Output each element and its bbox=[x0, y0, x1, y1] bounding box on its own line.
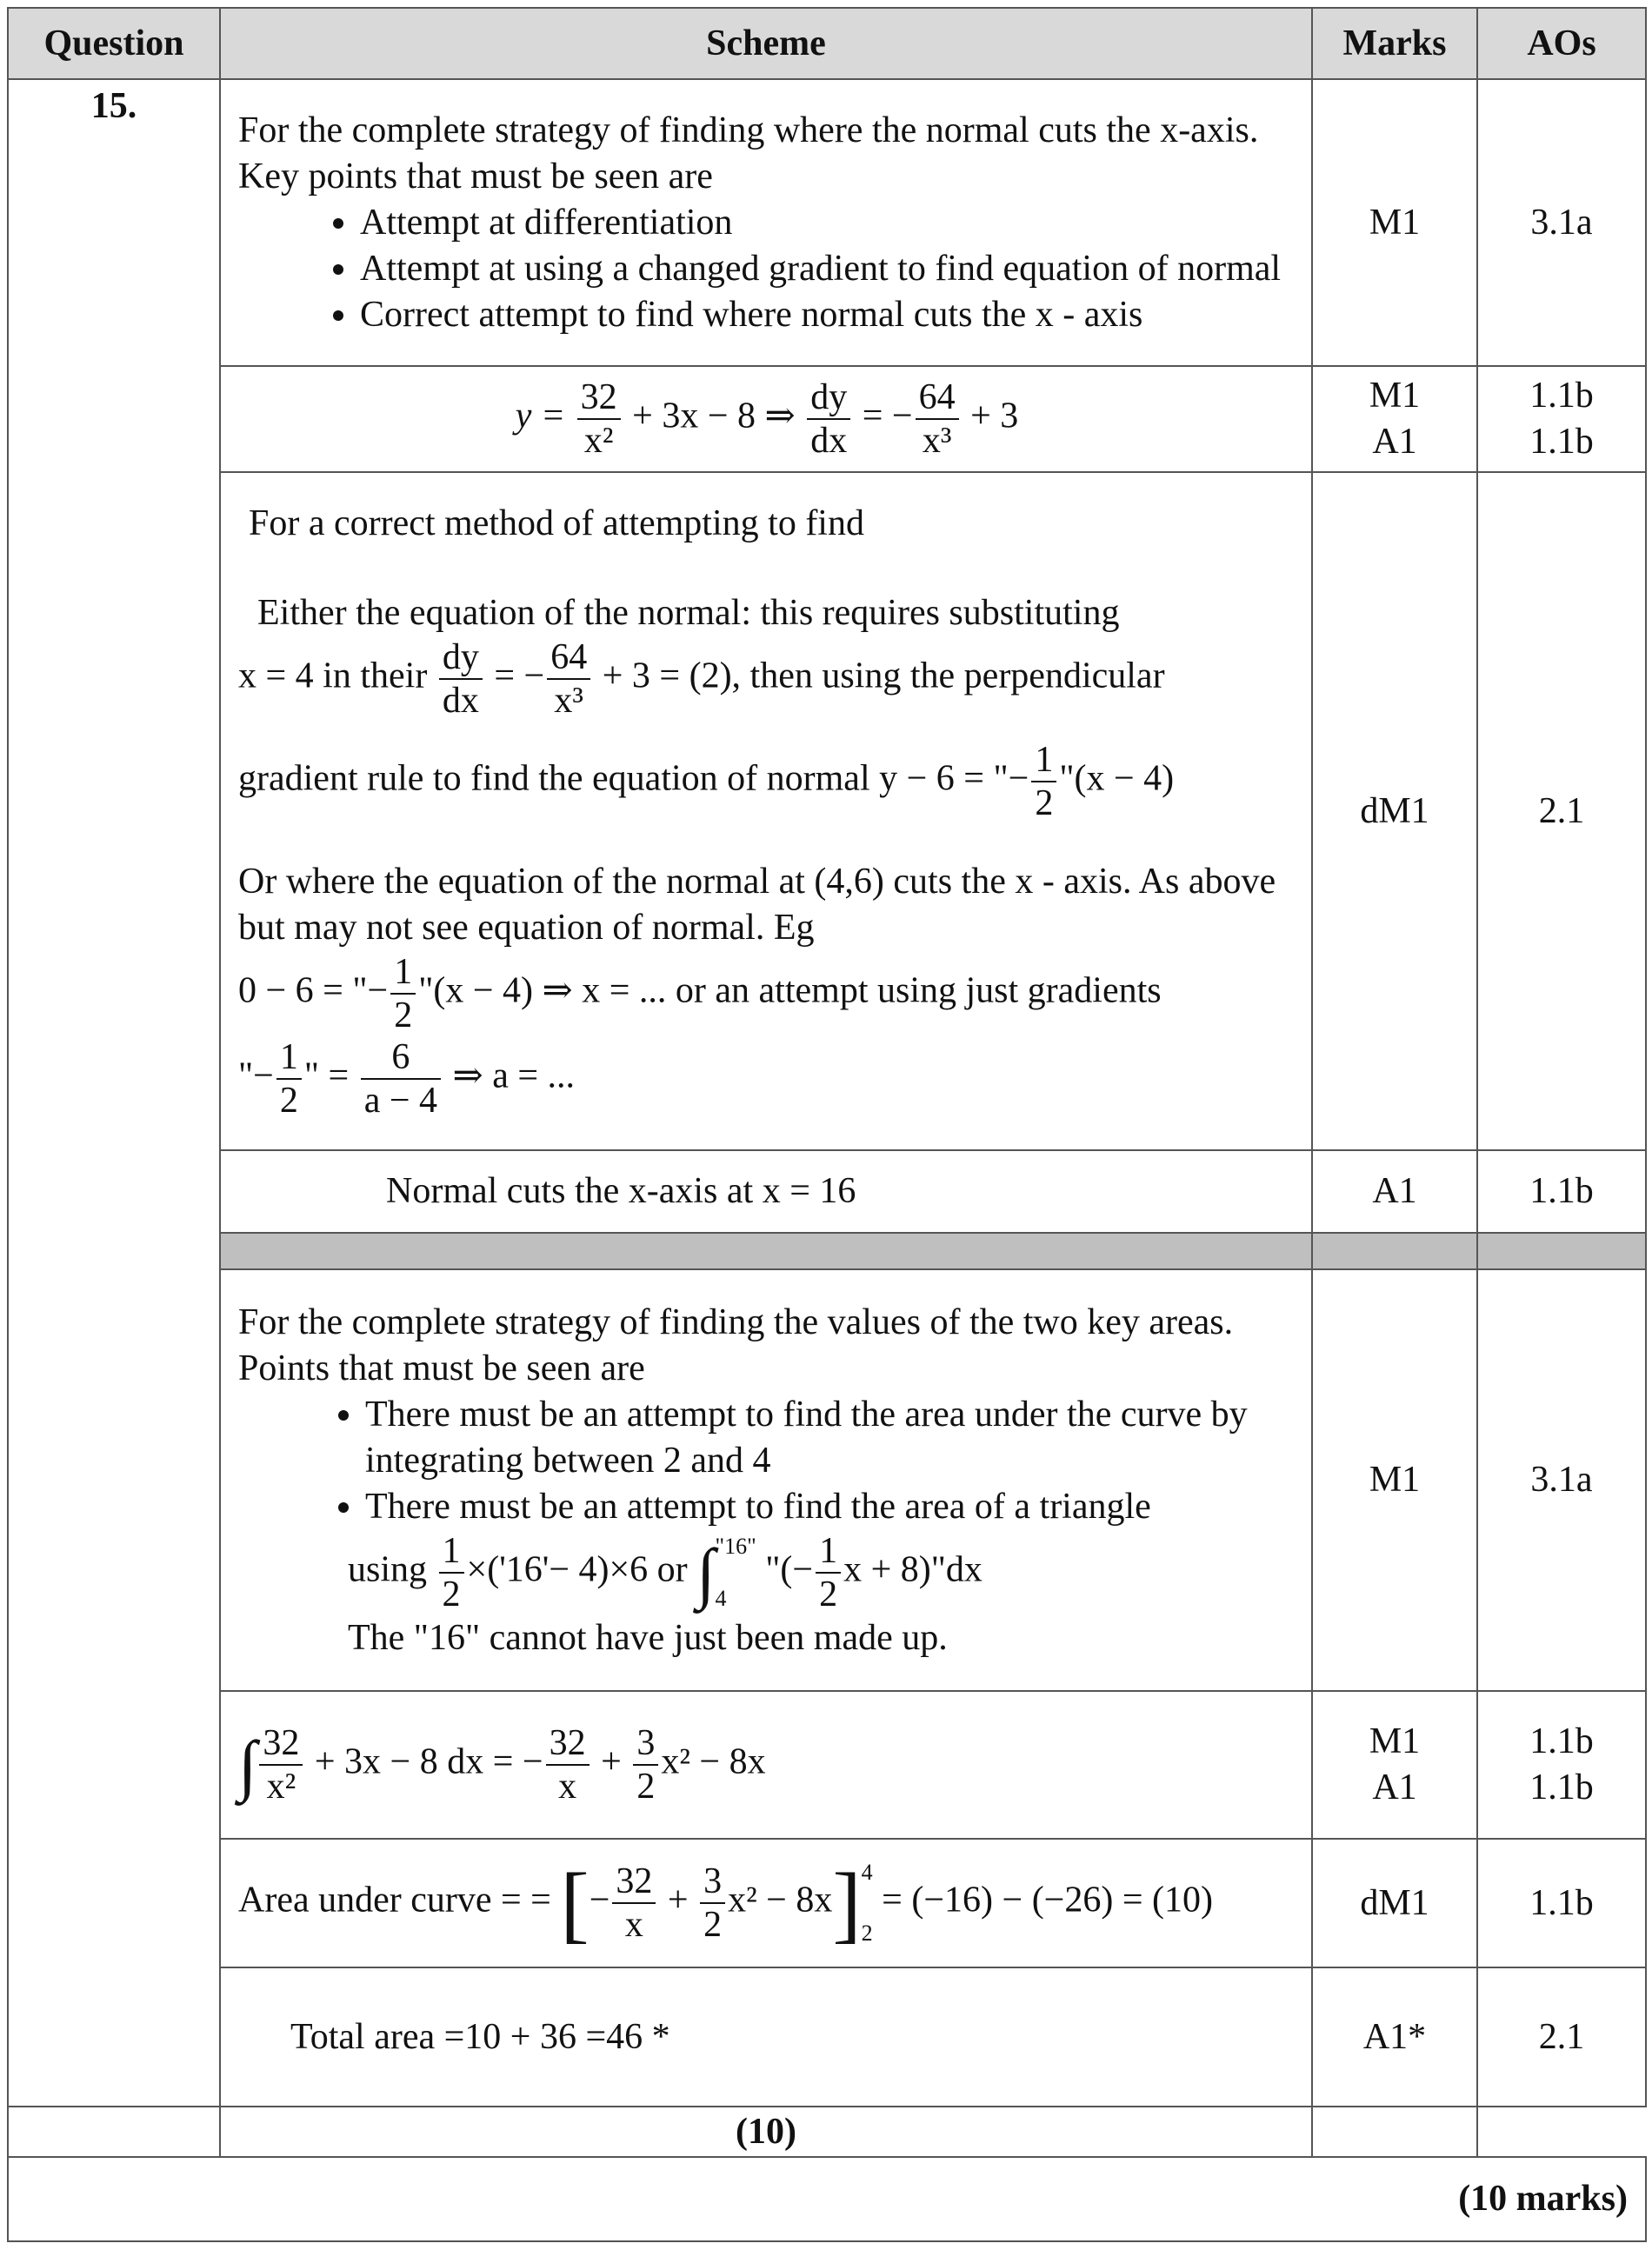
numerator: 3 bbox=[633, 1722, 658, 1766]
scheme-row bbox=[8, 1691, 1646, 1839]
denominator: 2 bbox=[279, 1081, 298, 1121]
expr-text: "(− bbox=[756, 1549, 814, 1590]
numerator: 1 bbox=[439, 1530, 464, 1574]
integral-limits bbox=[716, 1534, 756, 1612]
scheme-row bbox=[8, 2107, 1646, 2157]
mark-cell: dM1 bbox=[1312, 1839, 1477, 1967]
fraction bbox=[361, 1036, 441, 1122]
scheme-line bbox=[238, 951, 1296, 1036]
strategy-intro: For the complete strategy of finding where the normal cuts the x-axis. Key points that must be seen are bbox=[238, 110, 1259, 196]
scheme-cell bbox=[220, 79, 1312, 366]
total-area: Total area =10 + 36 =46 * bbox=[220, 1967, 1312, 2107]
mark-cell: A1* bbox=[1312, 1967, 1477, 2107]
expr-text: 0 − 6 = "− bbox=[238, 970, 389, 1011]
lower-limit: 2 bbox=[861, 1920, 873, 1946]
bullet-item: • Attempt at differentiation bbox=[360, 200, 1296, 246]
bullet-item: • There must be an attempt to find the area of a triangle bbox=[365, 1484, 1296, 1530]
denominator: x bbox=[558, 1767, 577, 1807]
bracket: [ bbox=[560, 1854, 590, 1952]
header-question: Question bbox=[8, 8, 220, 79]
scheme-line: Or where the equation of the normal at (4,6) cuts the x - axis. As above but may not see equation of normal. Eg bbox=[238, 862, 1276, 948]
denominator: a − 4 bbox=[363, 1081, 438, 1121]
mark-value: A1 bbox=[1372, 422, 1417, 462]
numerator: dy bbox=[807, 376, 850, 420]
expr-text: using bbox=[348, 1549, 436, 1590]
mark-scheme-table bbox=[7, 7, 1647, 2242]
expr-text: + 3x − 8 ⇒ bbox=[623, 396, 805, 436]
expr-text: + 3 = (2), then using the perpendicular bbox=[593, 656, 1165, 696]
scheme-row bbox=[8, 472, 1646, 1150]
scheme-line: Either the equation of the normal: this requires substituting bbox=[257, 593, 1120, 633]
numerator: 64 bbox=[547, 636, 590, 680]
scheme-row bbox=[8, 1150, 1646, 1233]
scheme-row bbox=[8, 1269, 1646, 1691]
ao-cell: 2.1 bbox=[1477, 1967, 1646, 2107]
mark-cell: A1 bbox=[1312, 1150, 1477, 1233]
fraction bbox=[390, 951, 416, 1036]
expr-text: + 3 bbox=[961, 396, 1019, 436]
expr-text: " = bbox=[303, 1055, 358, 1096]
fraction bbox=[259, 1722, 303, 1807]
ao-cell: 3.1a bbox=[1477, 79, 1646, 366]
expr-text: + bbox=[658, 1880, 698, 1920]
total-row bbox=[8, 2157, 1646, 2241]
denominator: x² bbox=[583, 421, 614, 461]
fraction bbox=[700, 1861, 725, 1946]
numerator: 1 bbox=[276, 1036, 302, 1080]
expr-text: y = bbox=[515, 396, 575, 436]
header-marks: Marks bbox=[1312, 8, 1477, 79]
scheme-cell: Normal cuts the x-axis at x = 16 bbox=[220, 1150, 1312, 1233]
expr-text: Area under curve = = bbox=[238, 1880, 561, 1920]
fraction bbox=[547, 636, 590, 722]
denominator: dx bbox=[442, 681, 479, 721]
mark-cell bbox=[1312, 1691, 1477, 1839]
upper-limit: "16" bbox=[715, 1533, 756, 1559]
fraction bbox=[916, 376, 959, 462]
scheme-line bbox=[238, 739, 1296, 824]
header-scheme: Scheme bbox=[220, 8, 1312, 79]
scheme-line bbox=[238, 1036, 1296, 1122]
ao-cell: 1.1b bbox=[1477, 1150, 1646, 1233]
scheme-line bbox=[238, 1530, 1296, 1615]
expr-text: − bbox=[589, 1880, 610, 1920]
ao-cell: 3.1a bbox=[1477, 1269, 1646, 1691]
denominator: x³ bbox=[922, 421, 952, 461]
total-marks: (10 marks) bbox=[8, 2157, 1646, 2241]
numerator: 1 bbox=[1031, 739, 1056, 782]
bullet-list bbox=[238, 1392, 1296, 1530]
ao-cell bbox=[1477, 366, 1646, 472]
expr-text: x = 4 in their bbox=[238, 656, 436, 696]
expr-text: = − bbox=[484, 656, 545, 696]
expr-text: x² − 8x bbox=[661, 1741, 766, 1782]
expr-text: "− bbox=[238, 1055, 274, 1096]
expr-text: ×('16'− 4)×6 or bbox=[466, 1549, 697, 1590]
numerator: 6 bbox=[361, 1036, 441, 1080]
numerator: 1 bbox=[816, 1530, 841, 1574]
denominator: 2 bbox=[1035, 783, 1054, 823]
numerator: 32 bbox=[577, 376, 621, 420]
scheme-row bbox=[8, 1967, 1646, 2107]
mark-value: A1 bbox=[1372, 1767, 1417, 1807]
subtotal-marks: (10) bbox=[220, 2107, 1312, 2157]
fraction bbox=[276, 1036, 302, 1122]
denominator: x bbox=[624, 1905, 643, 1945]
ao-cell: 2.1 bbox=[1477, 472, 1646, 1150]
denominator: x³ bbox=[554, 681, 583, 721]
bullet-list bbox=[238, 200, 1296, 338]
scheme-line: The "16" cannot have just been made up. bbox=[348, 1617, 948, 1658]
strategy-intro: For the complete strategy of finding the values of the two key areas. Points that must be seen are bbox=[238, 1301, 1234, 1388]
numerator: 3 bbox=[700, 1861, 725, 1904]
mark-cell: dM1 bbox=[1312, 472, 1477, 1150]
fraction bbox=[612, 1861, 656, 1946]
header-aos: AOs bbox=[1477, 8, 1646, 79]
bullet-item: • There must be an attempt to find the area under the curve by integrating between 2 and 4 bbox=[365, 1392, 1296, 1484]
fraction bbox=[1031, 739, 1056, 824]
fraction bbox=[633, 1722, 658, 1807]
denominator: 2 bbox=[636, 1767, 656, 1807]
mark-cell: M1 bbox=[1312, 79, 1477, 366]
bracket: ] bbox=[832, 1854, 862, 1952]
denominator: 2 bbox=[703, 1905, 723, 1945]
ao-value: 1.1b bbox=[1529, 376, 1594, 416]
integral-equation bbox=[220, 1691, 1312, 1839]
scheme-row bbox=[8, 366, 1646, 472]
area-under-curve bbox=[220, 1839, 1312, 1967]
ao-cell bbox=[1477, 1691, 1646, 1839]
numerator: 1 bbox=[390, 951, 416, 995]
ao-cell: 1.1b bbox=[1477, 1839, 1646, 1967]
scheme-line: For a correct method of attempting to find bbox=[249, 503, 864, 543]
fraction bbox=[816, 1530, 841, 1615]
ao-value: 1.1b bbox=[1529, 422, 1594, 462]
upper-limit: 4 bbox=[861, 1860, 873, 1885]
numerator: dy bbox=[439, 636, 483, 680]
mark-cell: M1 bbox=[1312, 1269, 1477, 1691]
scheme-cell bbox=[220, 472, 1312, 1150]
bullet-item: • Correct attempt to find where normal cuts the x - axis bbox=[360, 292, 1296, 338]
bullet-item: • Attempt at using a changed gradient to find equation of normal bbox=[360, 246, 1296, 292]
scheme-row bbox=[8, 79, 1646, 366]
header-row bbox=[8, 8, 1646, 79]
derivative-equation bbox=[220, 366, 1312, 472]
expr-text: ⇒ a = ... bbox=[443, 1055, 576, 1096]
scheme-cell bbox=[220, 1269, 1312, 1691]
expr-text: "(x − 4) bbox=[1059, 758, 1175, 799]
integral-sign: ∫ bbox=[696, 1534, 716, 1610]
integral-sign: ∫ bbox=[238, 1727, 257, 1802]
expr-text: + 3x − 8 dx = − bbox=[305, 1741, 543, 1782]
section-divider bbox=[8, 1233, 1646, 1269]
ao-value: 1.1b bbox=[1529, 1767, 1594, 1807]
expr-text: = (−16) − (−26) = (10) bbox=[872, 1880, 1214, 1920]
denominator: dx bbox=[810, 421, 848, 461]
lower-limit: 4 bbox=[715, 1585, 727, 1611]
expr-text: = − bbox=[853, 396, 913, 436]
question-number: 15. bbox=[8, 79, 220, 2107]
expr-text: + bbox=[591, 1741, 631, 1782]
mark-cell bbox=[1312, 366, 1477, 472]
denominator: x² bbox=[266, 1767, 296, 1807]
denominator: 2 bbox=[442, 1574, 461, 1614]
numerator: 32 bbox=[612, 1861, 656, 1904]
fraction bbox=[439, 1530, 464, 1615]
mark-value: M1 bbox=[1369, 376, 1421, 416]
fraction bbox=[577, 376, 621, 462]
mark-value: M1 bbox=[1369, 1721, 1421, 1761]
fraction bbox=[807, 376, 850, 462]
expr-text: x² − 8x bbox=[728, 1880, 833, 1920]
scheme-line bbox=[238, 636, 1296, 722]
numerator: 32 bbox=[546, 1722, 590, 1766]
evaluation-limits bbox=[862, 1860, 873, 1947]
fraction bbox=[546, 1722, 590, 1807]
scheme-row bbox=[8, 1839, 1646, 1967]
expr-text: gradient rule to find the equation of normal y − 6 = "− bbox=[238, 758, 1029, 799]
ao-value: 1.1b bbox=[1529, 1721, 1594, 1761]
denominator: 2 bbox=[819, 1574, 838, 1614]
expr-text: x + 8)"dx bbox=[843, 1549, 983, 1590]
numerator: 32 bbox=[259, 1722, 303, 1766]
expr-text: "(x − 4) ⇒ x = ... or an attempt using just gradients bbox=[418, 970, 1162, 1011]
denominator: 2 bbox=[394, 995, 413, 1035]
numerator: 64 bbox=[916, 376, 959, 420]
fraction bbox=[439, 636, 483, 722]
